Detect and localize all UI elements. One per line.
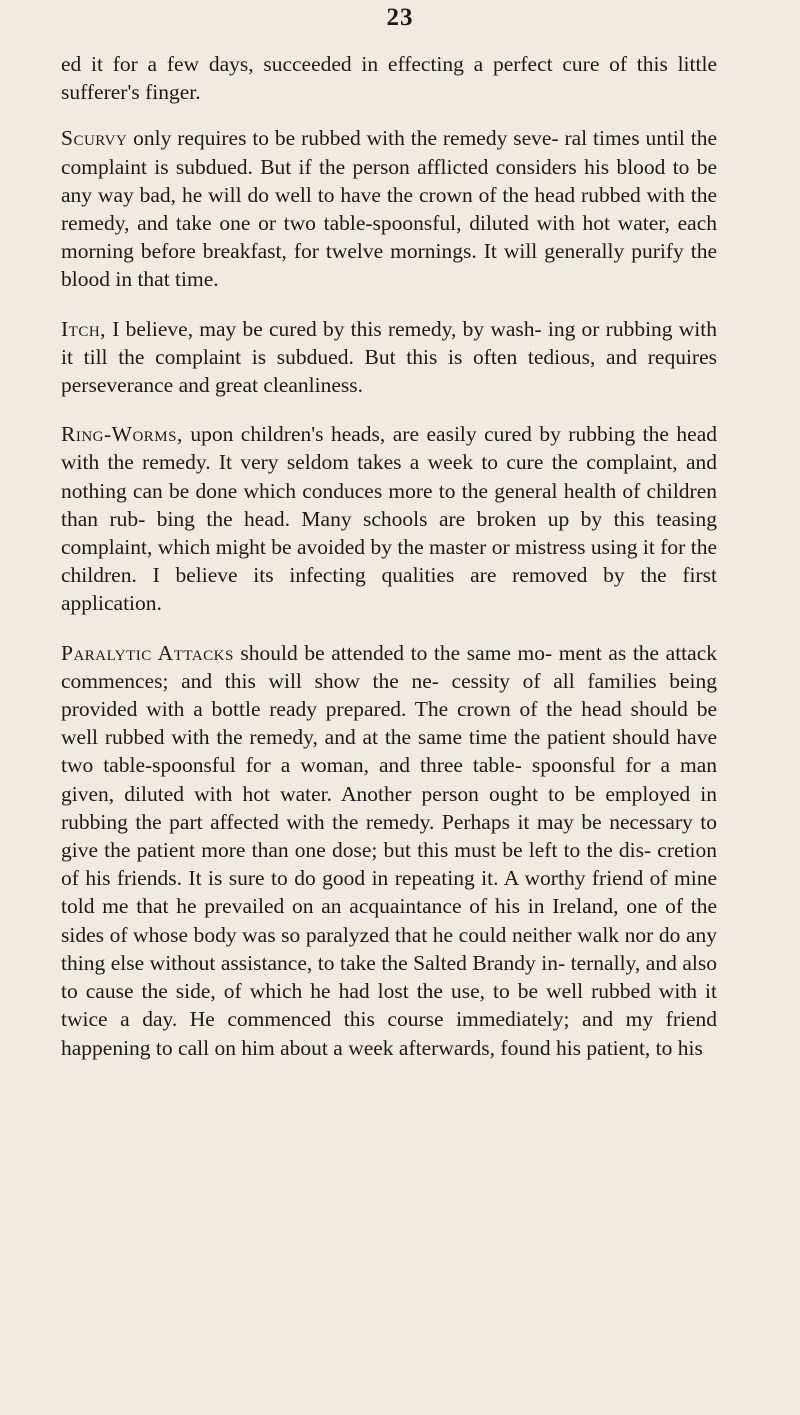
paragraph-itch [61, 315, 717, 400]
body-text [61, 50, 717, 1083]
page-number: 23 [386, 4, 414, 31]
paragraph-text: should be attended to the same mo- ment as the attack commences; and this will show the ne- cessity of all families being provided with a bottle ready prepared. The crown of the head should be well rubbed with the remedy, and at the same time the patient should have two table-spoonsful for a woman, and three table- spoonsful for a man given, diluted with hot water. Another person ought to be employed in rubbing the part affected with the remedy. Perhaps it may be necessary to give the patient more than one dose; but this must be left to the dis- cretion of his friends. It is sure to do good in repeating it. A worthy friend of mine told me that he prevailed on an acquaintance of his in Ireland, one of the sides of whose body was so paralyzed that he could neither walk nor do any thing else without assistance, to take the Salted Brandy in- ternally, and also to cause the side, of which he had lost the use, to be well rubbed with it twice a day. He commenced this course immediately; and my friend happening to call on him about a week afterwards, found his patient, to his [61, 640, 717, 1060]
paragraph-paralytic-attacks [61, 639, 717, 1062]
paragraph-lead-scurvy: Scurvy [61, 126, 128, 151]
paragraph-text: upon children's heads, are easily cured by rubbing the head with the remedy. It very seldom takes a week to cure the complaint, and nothing can be done which conduces more to the general health of children than rub- bing the head. Many schools are broken up by this teasing complaint, which might be avoided by the master or mistress using it for the children. I believe its infecting qualities are removed by the first application. [61, 422, 717, 616]
paragraph-text: only requires to be rubbed with the remedy seve- ral times until the complaint is subdued. But if the person afflicted considers his blood to be any way bad, he will do well to have the crown of the head rubbed with the remedy, and take one or two table-spoonsful, diluted with hot water, each morning before breakfast, for twelve mornings. It will generally purify the blood in that time. [61, 126, 717, 292]
paragraph-lead-ring-worms: Ring-Worms, [61, 422, 183, 447]
paragraph-lead-itch: Itch, [61, 316, 107, 341]
paragraph-scurvy [61, 124, 717, 293]
paragraph-ring-worms [61, 420, 717, 617]
paragraph-continuation [61, 50, 717, 106]
paragraph-text: I believe, may be cured by this remedy, by wash- ing or rubbing with it till the complaint is subdued. But this is often tedious, and requires perseverance and great cleanliness. [61, 316, 717, 398]
paragraph-lead-paralytic-attacks: Paralytic Attacks [61, 640, 234, 665]
paragraph-text: ed it for a few days, succeeded in effecting a perfect cure of this little sufferer's finger. [61, 52, 717, 105]
